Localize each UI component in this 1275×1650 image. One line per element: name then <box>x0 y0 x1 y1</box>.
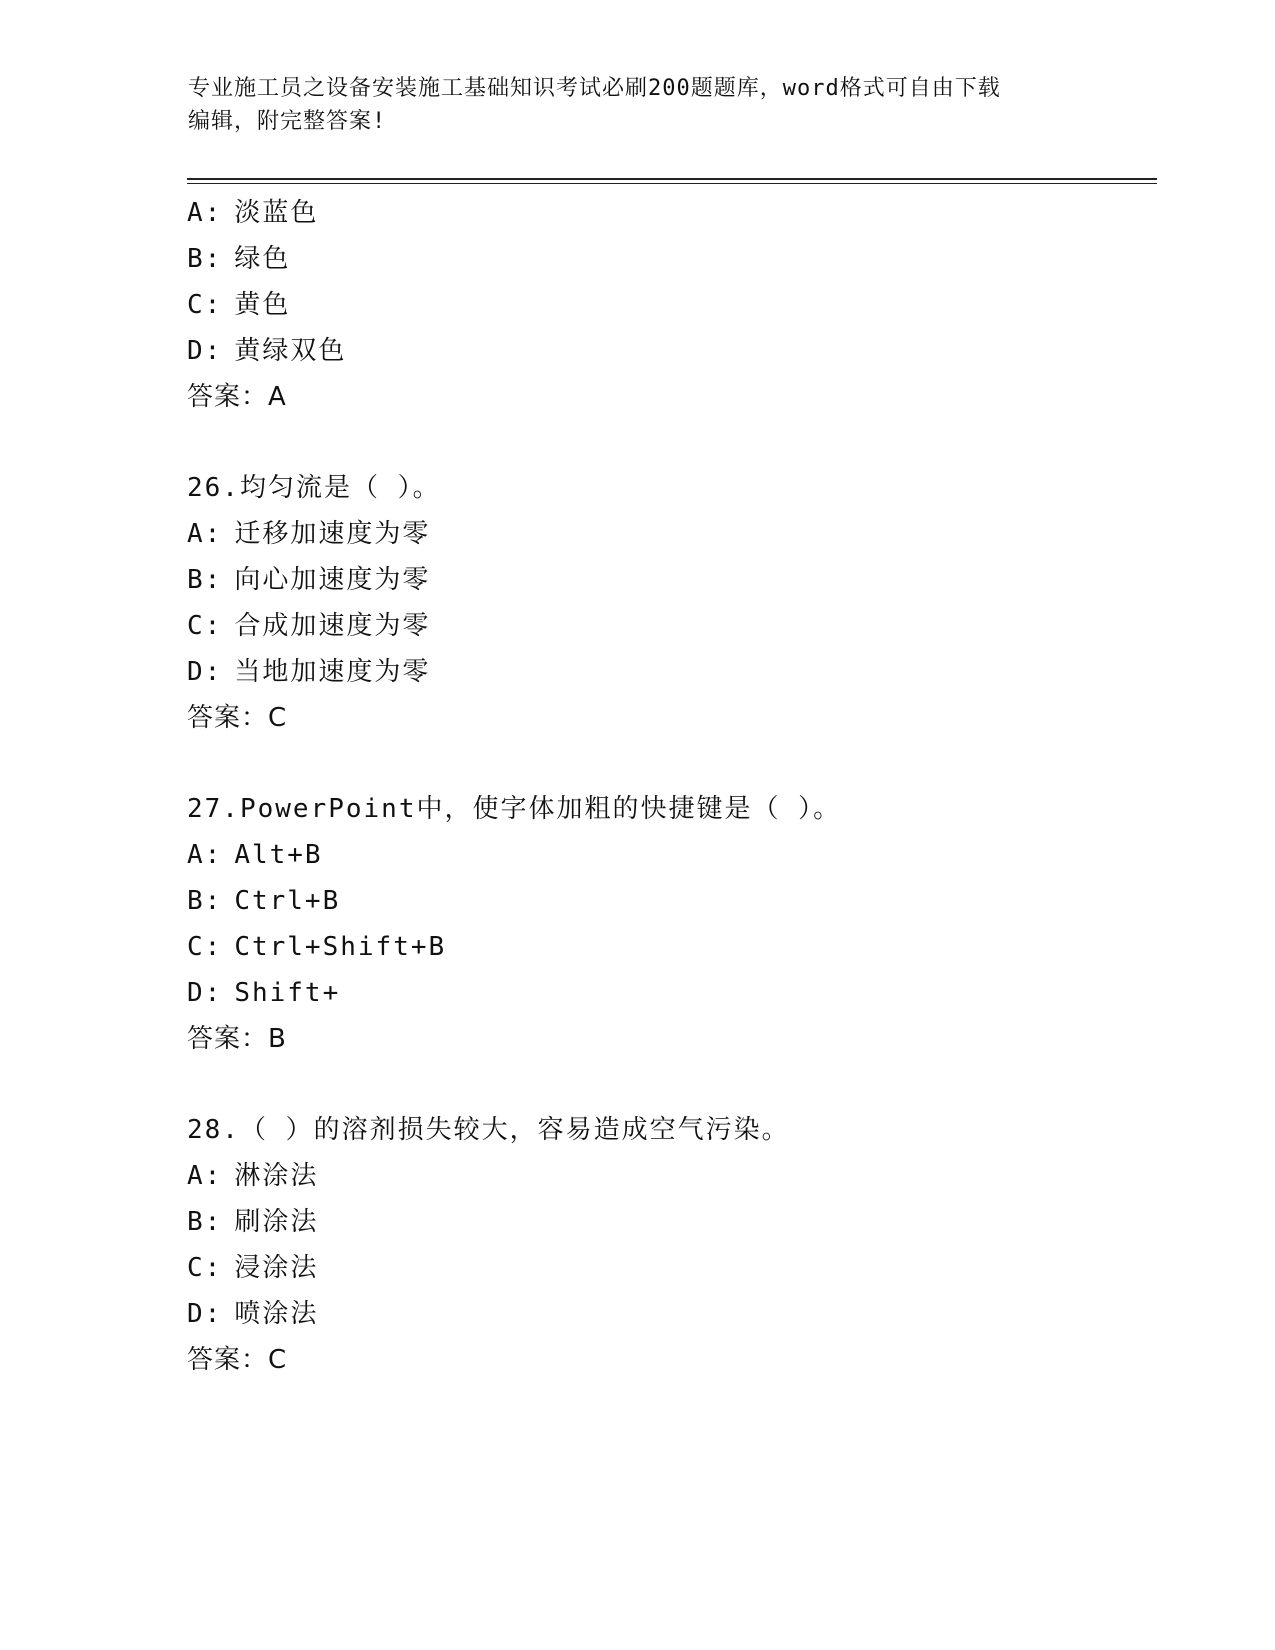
question-text: 28.（ ）的溶剂损失较大，容易造成空气污染。 <box>187 1115 790 1145</box>
option-d: D: 黄绿双色 <box>187 336 347 366</box>
header-title-line-2: 编辑，附完整答案! <box>188 109 387 134</box>
question-text: 27.PowerPoint中，使字体加粗的快捷键是（ ）。 <box>187 794 842 824</box>
option-a: A: 淋涂法 <box>187 1161 319 1191</box>
option-b: B: 绿色 <box>187 244 291 274</box>
spacer <box>187 420 1187 465</box>
question-list <box>187 190 1187 1383</box>
question-27-block <box>187 786 1187 1062</box>
option-d: D: 当地加速度为零 <box>187 657 431 687</box>
option-a: A: Alt+B <box>187 840 323 870</box>
option-b: B: 向心加速度为零 <box>187 565 431 595</box>
option-b: B: 刷涂法 <box>187 1207 319 1237</box>
answer-label: 答案：A <box>187 382 287 412</box>
header-divider <box>187 178 1157 184</box>
question-text: 26.均匀流是（ ）。 <box>187 473 441 503</box>
option-a: A: 淡蓝色 <box>187 198 319 228</box>
option-c: C: 合成加速度为零 <box>187 611 431 641</box>
option-d: D: 喷涂法 <box>187 1299 319 1329</box>
option-a: A: 迁移加速度为零 <box>187 519 431 549</box>
question-26-block <box>187 465 1187 741</box>
option-b: B: Ctrl+B <box>187 886 341 916</box>
question-25-block <box>187 190 1187 420</box>
document-header <box>188 72 1088 138</box>
spacer <box>187 741 1187 786</box>
answer-label: 答案：C <box>187 703 288 733</box>
answer-label: 答案：B <box>187 1024 287 1054</box>
option-d: D: Shift+ <box>187 978 341 1008</box>
option-c: C: 黄色 <box>187 290 291 320</box>
option-c: C: 浸涂法 <box>187 1253 319 1283</box>
option-c: C: Ctrl+Shift+B <box>187 932 447 962</box>
header-title-line-1: 专业施工员之设备安装施工基础知识考试必刷200题题库，word格式可自由下载 <box>188 76 1001 101</box>
spacer <box>187 1062 1187 1107</box>
question-28-block <box>187 1107 1187 1383</box>
answer-label: 答案：C <box>187 1345 288 1375</box>
